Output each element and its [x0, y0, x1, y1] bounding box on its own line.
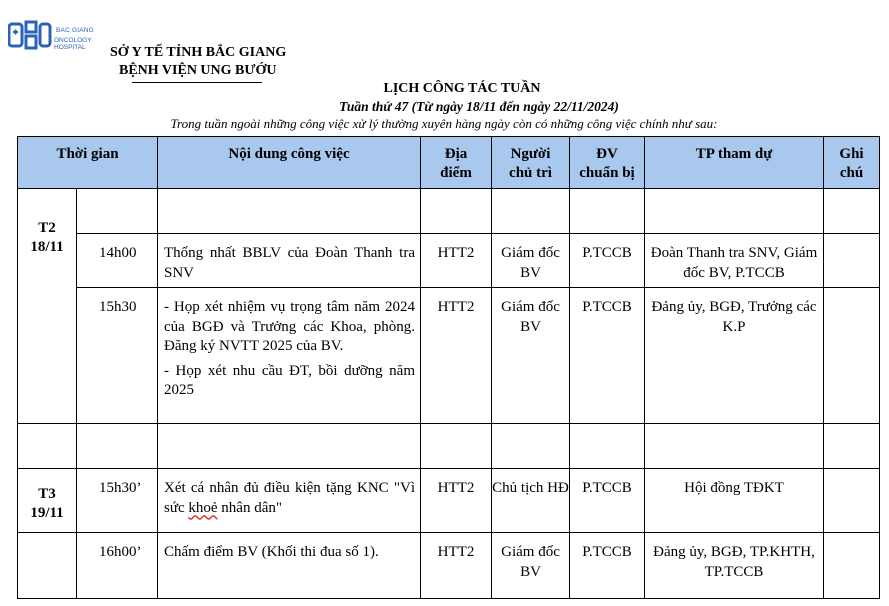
location-cell: HTT2: [421, 469, 492, 533]
content-item: - Họp xét nhiệm vụ trọng tâm năm 2024 của BGĐ và Trưởng các Khoa, phòng. Đăng ký NVTT 2025 của BV.: [164, 299, 415, 354]
spellcheck-word: khoẻ: [188, 499, 218, 516]
attendees-cell: Đảng ủy, BGĐ, TP.KHTH, TP.TCCB: [645, 533, 824, 599]
prep-cell: P.TCCB: [570, 533, 645, 599]
notes-cell: [824, 533, 880, 599]
chair-cell: Chủ tịch HĐ: [492, 469, 570, 533]
notes-cell: [824, 288, 880, 424]
content-cell: Chấm điểm BV (Khối thi đua số 1).: [158, 533, 421, 599]
col-content-header: Nội dung công việc: [158, 137, 421, 189]
table-row: [18, 288, 880, 424]
time-cell: 16h00’: [77, 533, 158, 599]
col-notes-header: Ghi chú: [824, 137, 880, 189]
day-date: 18/11: [30, 239, 64, 255]
prep-cell: P.TCCB: [570, 469, 645, 533]
prep-cell: P.TCCB: [570, 288, 645, 424]
day-cell: [18, 189, 77, 424]
notes-cell: [824, 234, 880, 288]
department-name: SỞ Y TẾ TỈNH BẮC GIANG: [110, 45, 287, 60]
logo-text-top: BAC GIANG: [56, 27, 94, 34]
table-header-row: [18, 137, 880, 189]
location-cell: HTT2: [421, 234, 492, 288]
chair-cell: Giám đốc BV: [492, 288, 570, 424]
table-row: [18, 469, 880, 533]
week-subtitle: Tuần thứ 47 (Từ ngày 18/11 đến ngày 22/11/2024): [339, 99, 619, 114]
content-cell: Xét cá nhân đủ điều kiện tặng KNC "Vì sức khoẻ nhân dân": [158, 469, 421, 533]
location-cell: HTT2: [421, 288, 492, 424]
chair-cell: Giám đốc BV: [492, 533, 570, 599]
col-prep-header: ĐV chuẩn bị: [570, 137, 645, 189]
content-item: - Họp xét nhu cầu ĐT, bồi dưỡng năm 2025: [164, 362, 415, 398]
day-weekday: T3: [38, 486, 56, 502]
col-time-header: Thời gian: [18, 137, 158, 189]
attendees-cell: Đảng ủy, BGĐ, Trưởng các K.P: [645, 288, 824, 424]
day-cell: [18, 469, 77, 533]
attendees-cell: Đoàn Thanh tra SNV, Giám đốc BV, P.TCCB: [645, 234, 824, 288]
prep-cell: P.TCCB: [570, 234, 645, 288]
chair-cell: Giám đốc BV: [492, 234, 570, 288]
schedule-table: [17, 136, 880, 599]
notes-cell: [824, 469, 880, 533]
attendees-cell: Hội đồng TĐKT: [645, 469, 824, 533]
hospital-logo: [8, 18, 120, 58]
table-row: [18, 189, 880, 234]
time-cell: 14h00: [77, 234, 158, 288]
time-cell: 15h30’: [77, 469, 158, 533]
table-row: [18, 234, 880, 288]
table-row: [18, 424, 880, 469]
content-cell: [158, 288, 421, 424]
page-title: LỊCH CÔNG TÁC TUẦN: [383, 81, 541, 96]
day-date: 19/11: [30, 505, 64, 521]
col-attendees-header: TP tham dự: [645, 137, 824, 189]
table-row: [18, 533, 880, 599]
logo-text-bottom: ONCOLOGY HOSPITAL: [54, 37, 92, 51]
col-chair-header: Người chủ trì: [492, 137, 570, 189]
location-cell: HTT2: [421, 533, 492, 599]
intro-text: Trong tuần ngoài những công việc xử lý thường xuyên hàng ngày còn có những công việc chính như sau:: [170, 116, 718, 131]
day-weekday: T2: [38, 220, 56, 236]
col-location-header: Địa điểm: [421, 137, 492, 189]
content-cell: Thống nhất BBLV của Đoàn Thanh tra SNV: [158, 234, 421, 288]
time-cell: 15h30: [77, 288, 158, 424]
hospital-emblem-icon: [8, 18, 52, 52]
hospital-name: BỆNH VIỆN UNG BƯỚU: [119, 63, 277, 78]
